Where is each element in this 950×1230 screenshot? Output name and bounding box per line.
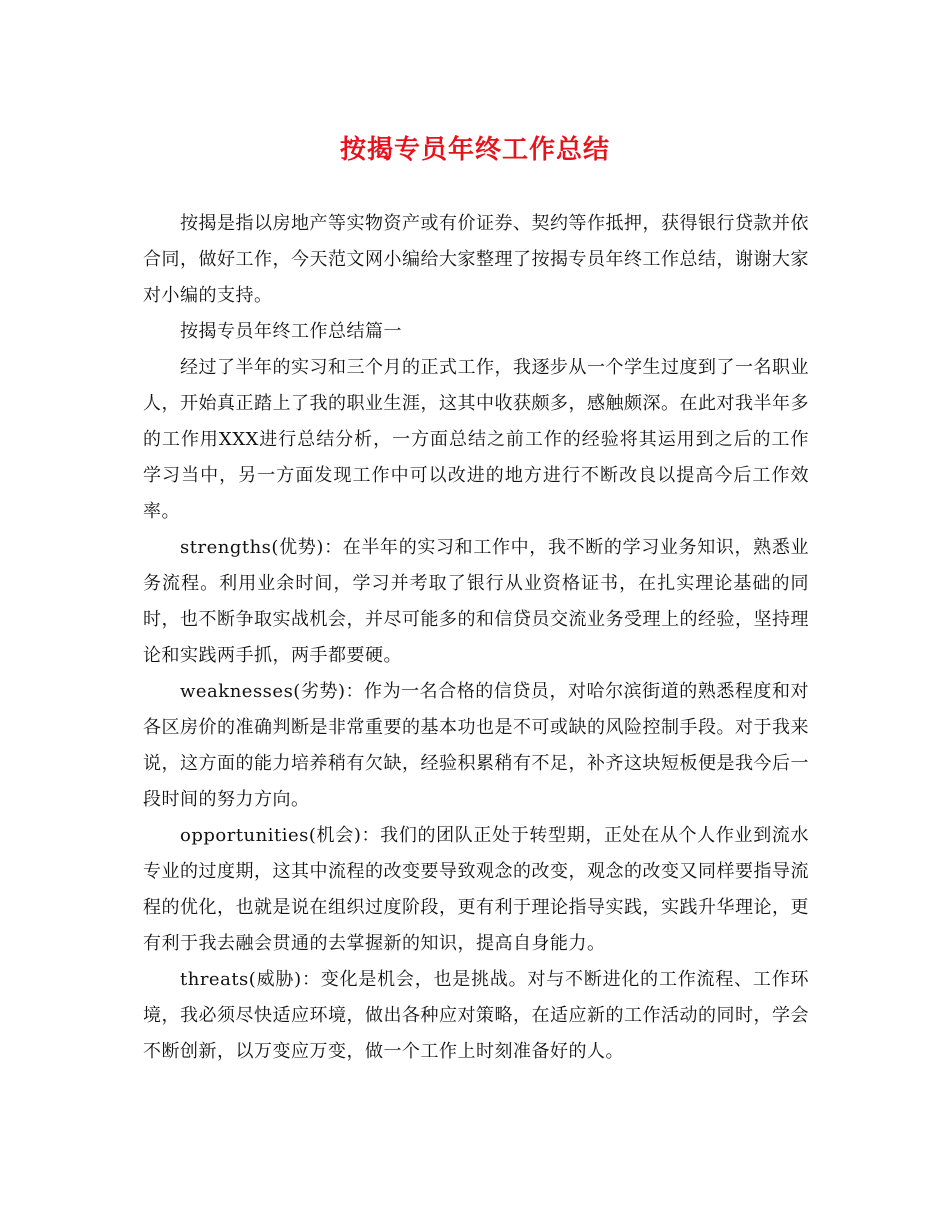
threats-paragraph: threats(威胁)：变化是机会，也是挑战。对与不断进化的工作流程、工作环境，我必须尽快适应环境，做出各种应对策略，在适应新的工作活动的同时，学会不断创新，以万变应万变，做一个工作上时刻准备好的人。	[143, 969, 809, 1062]
intro-paragraph: 按揭是指以房地产等实物资产或有价证券、契约等作抵押，获得银行贷款并依合同，做好工作，今天范文网小编给大家整理了按揭专员年终工作总结，谢谢大家对小编的支持。	[143, 213, 809, 306]
summary-paragraph: 经过了半年的实习和三个月的正式工作，我逐步从一个学生过度到了一名职业人，开始真正踏上了我的职业生涯，这其中收获颇多，感触颇深。在此对我半年多的工作用XXX进行总结分析，一方面总结之前工作的经验将其运用到之后的工作学习当中，另一方面发现工作中可以改进的地方进行不断改良以提高今后工作效率。	[143, 357, 809, 522]
strengths-paragraph: strengths(优势)：在半年的实习和工作中，我不断的学习业务知识，熟悉业务流程。利用业余时间，学习并考取了银行从业资格证书，在扎实理论基础的同时，也不断争取实战机会，并尽可能多的和信贷员交流业务受理上的经验，坚持理论和实践两手抓，两手都要硬。	[143, 537, 809, 666]
section-heading: 按揭专员年终工作总结篇一	[180, 321, 402, 342]
opportunities-paragraph: opportunities(机会)：我们的团队正处于转型期，正处在从个人作业到流水专业的过度期，这其中流程的改变要导致观念的改变，观念的改变又同样要指导流程的优化，也就是说在组织过度阶段，更有利于理论指导实践，实践升华理论，更有利于我去融会贯通的去掌握新的知识，提高自身能力。	[143, 825, 809, 954]
document-title: 按揭专员年终工作总结	[339, 135, 610, 165]
document-body	[143, 206, 809, 1070]
weaknesses-paragraph: weaknesses(劣势)：作为一名合格的信贷员，对哈尔滨街道的熟悉程度和对各区房价的准确判断是非常重要的基本功也是不可或缺的风险控制手段。对于我来说，这方面的能力培养稍有欠缺，经验积累稍有不足，补齐这块短板便是我今后一段时间的努力方向。	[143, 681, 809, 810]
